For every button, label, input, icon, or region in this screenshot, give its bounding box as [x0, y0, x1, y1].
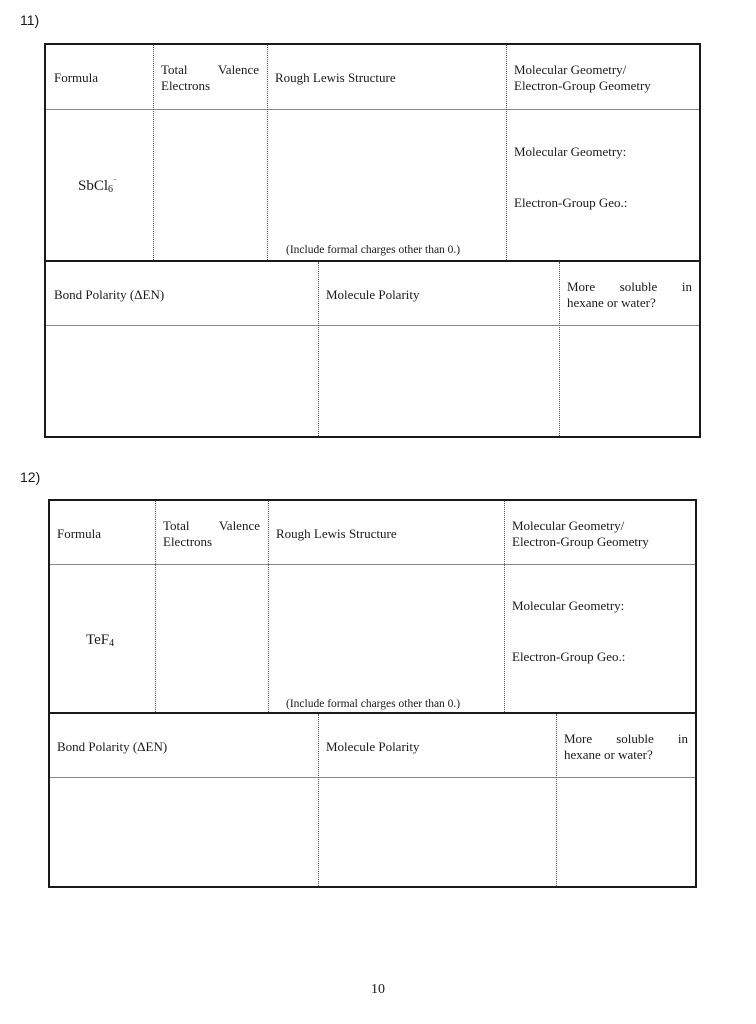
column-divider: [153, 45, 154, 260]
column-divider: [318, 714, 319, 886]
lewis-header: Rough Lewis Structure: [276, 526, 397, 541]
molecular-geometry-label: Molecular Geometry:: [514, 144, 627, 159]
section-divider: [50, 712, 695, 714]
column-divider: [506, 45, 507, 260]
valence-header-line1: Total Valence: [161, 62, 259, 77]
molecular-geometry-label: Molecular Geometry:: [512, 598, 625, 613]
geometry-header-line1: Molecular Geometry/: [514, 62, 627, 77]
molecule-polarity-header: Molecule Polarity: [326, 739, 420, 754]
formula-header: Formula: [57, 526, 102, 541]
question-table: [44, 43, 701, 438]
geometry-header-line2: Electron-Group Geometry: [514, 78, 651, 93]
solubility-header-line1: More soluble in: [564, 731, 688, 746]
molecule-polarity-header: Molecule Polarity: [326, 287, 420, 302]
formal-charge-note: (Include formal charges other than 0.): [286, 244, 461, 256]
lewis-header: Rough Lewis Structure: [275, 70, 396, 85]
row-divider: [50, 564, 695, 565]
column-divider: [556, 714, 557, 886]
row-divider: [46, 325, 699, 326]
section-divider: [46, 260, 699, 262]
question-table: [48, 499, 697, 888]
valence-header-line2: Electrons: [163, 534, 213, 549]
valence-header-line2: Electrons: [161, 78, 211, 93]
question-number: 12): [20, 469, 41, 485]
solubility-header: [567, 279, 692, 311]
solubility-header: [564, 731, 688, 763]
formula-subscript: 4: [109, 638, 115, 649]
solubility-header-line2: hexane or water?: [564, 747, 653, 762]
column-divider: [559, 262, 560, 436]
question-number: 11): [20, 12, 40, 28]
formula-subscript: 6: [108, 184, 114, 195]
valence-header-line1: Total Valence: [163, 518, 260, 533]
geometry-header: [512, 518, 649, 550]
formal-charge-note: (Include formal charges other than 0.): [286, 698, 461, 710]
geometry-header-line1: Molecular Geometry/: [512, 518, 625, 533]
bond-polarity-header: Bond Polarity (ΔEN): [57, 739, 168, 754]
page-number: 10: [371, 982, 385, 997]
valence-header: [161, 62, 259, 94]
formula-main: TeF: [86, 632, 110, 648]
column-divider: [268, 501, 269, 712]
row-divider: [50, 777, 695, 778]
solubility-header-line1: More soluble in: [567, 279, 692, 294]
solubility-header-line2: hexane or water?: [567, 295, 656, 310]
column-divider: [267, 45, 268, 260]
formula-main: SbCl: [78, 178, 109, 194]
column-divider: [155, 501, 156, 712]
bond-polarity-header: Bond Polarity (ΔEN): [54, 287, 165, 302]
column-divider: [318, 262, 319, 436]
formula-value: [78, 177, 117, 195]
column-divider: [504, 501, 505, 712]
row-divider: [46, 109, 699, 110]
valence-header: [163, 518, 260, 550]
formula-charge: ⁻: [113, 177, 118, 186]
formula-header: Formula: [54, 70, 99, 85]
formula-value: [86, 631, 114, 649]
geometry-header-line2: Electron-Group Geometry: [512, 534, 649, 549]
electron-group-geometry-label: Electron-Group Geo.:: [512, 649, 626, 664]
electron-group-geometry-label: Electron-Group Geo.:: [514, 195, 628, 210]
geometry-header: [514, 62, 651, 94]
